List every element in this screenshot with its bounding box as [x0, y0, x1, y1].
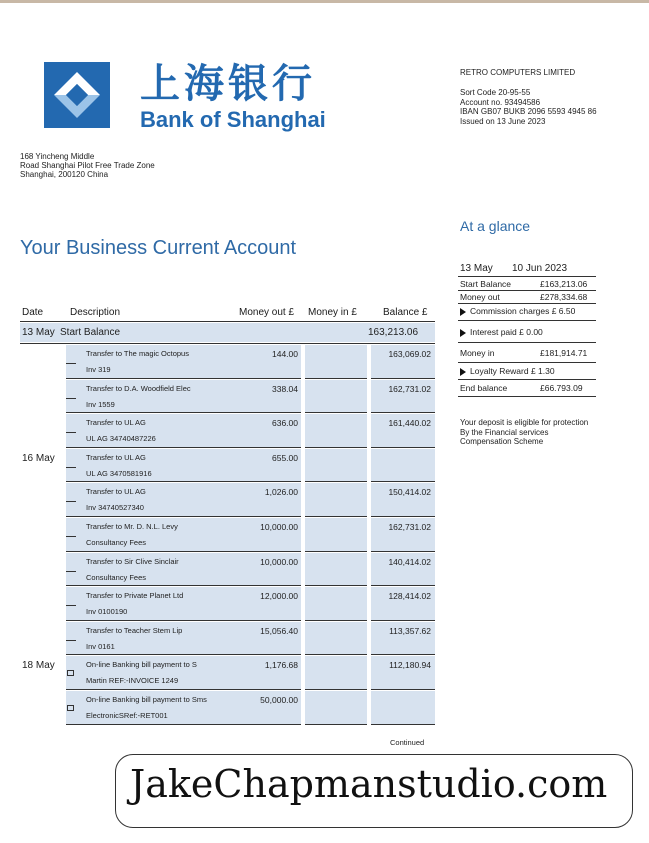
- row-description-line1: Transfer to UL AG: [86, 452, 146, 462]
- glance-rule: [458, 362, 596, 363]
- money-in-value: £181,914.71: [540, 348, 588, 358]
- commission-arrow-icon: [460, 308, 466, 316]
- row-description-line1: Transfer to UL AG: [86, 487, 146, 497]
- row-money-out: 144.00: [272, 349, 298, 359]
- row-money-out: 12,000.00: [260, 591, 298, 602]
- transfer-dash-icon: [66, 536, 76, 537]
- glance-rule: [458, 276, 596, 277]
- protection-line: By the Financial services: [460, 427, 549, 437]
- end-balance-label: End balance: [460, 383, 508, 393]
- row-band-balance: [371, 449, 435, 482]
- protection-line: Your deposit is eligible for protection: [460, 418, 589, 427]
- row-rule: [371, 412, 435, 413]
- header-description: Description: [70, 307, 121, 318]
- row-rule: [305, 551, 367, 552]
- row-balance: 162,731.02: [388, 522, 431, 532]
- transfer-dash-icon: [66, 501, 76, 502]
- row-money-out: 10,000.00: [260, 556, 298, 567]
- row-rule: [371, 689, 435, 690]
- row-rule: [371, 654, 435, 655]
- transfer-dash-icon: [66, 398, 76, 399]
- loyalty-reward: Loyalty Reward £ 1.30: [470, 366, 555, 376]
- bank-name-chinese: 上海银行: [140, 61, 316, 107]
- row-balance: 150,414.02: [388, 487, 431, 498]
- row-date: 18 May: [22, 660, 55, 672]
- row-band-money-in: [305, 449, 367, 482]
- end-balance-value: £66.793.09: [540, 383, 583, 393]
- row-rule: [66, 378, 301, 379]
- row-description-line1: Transfer to UL AG: [86, 418, 146, 428]
- glance-rule: [458, 379, 596, 380]
- row-band-money-in: [305, 691, 367, 724]
- row-money-out: 1,026.00: [264, 487, 298, 498]
- period-end: 10 Jun 2023: [512, 263, 568, 274]
- row-rule: [371, 724, 435, 725]
- row-description-line1: Transfer to Teacher Stem Lip: [86, 625, 183, 635]
- row-rule: [305, 724, 367, 725]
- glance-rule: [458, 320, 596, 321]
- transfer-dash-icon: [66, 640, 76, 641]
- payment-icon: [67, 670, 74, 676]
- protection-line: Compensation Scheme: [460, 437, 544, 446]
- period-start: 13 May: [460, 263, 493, 274]
- header-money-in: Money in £: [308, 307, 357, 318]
- transfer-dash-icon: [66, 467, 76, 468]
- start-balance-value: £163,213.06: [540, 279, 588, 289]
- row-rule: [66, 551, 301, 552]
- watermark: JakeChapmanstudio.com: [130, 762, 608, 806]
- bank-address: [20, 152, 155, 179]
- row-money-out: 15,056.40: [260, 625, 298, 636]
- row-description-line1: On-line Banking bill payment to Sms: [86, 695, 207, 704]
- protection-note: [460, 418, 588, 447]
- company-name: RETRO COMPUTERS LIMITED: [460, 68, 576, 77]
- row-rule: [66, 724, 301, 725]
- account-details: [460, 88, 597, 126]
- money-out-value: £278,334.68: [540, 292, 588, 302]
- row-rule: [20, 343, 435, 344]
- sort-code: Sort Code 20-95-55: [460, 88, 531, 97]
- glance-rule: [458, 303, 596, 304]
- address-line: 168 Yincheng Middle: [20, 152, 95, 161]
- row-description-line1: Transfer to Private Planet Ltd: [86, 591, 184, 601]
- row-rule: [305, 516, 367, 517]
- row-rule: [305, 481, 367, 482]
- header-balance: Balance £: [383, 307, 428, 318]
- row-rule: [66, 481, 301, 482]
- header-money-out: Money out £: [239, 307, 295, 318]
- row-balance: 140,414.02: [388, 556, 431, 567]
- row-rule: [66, 412, 301, 413]
- row-rule: [66, 447, 301, 448]
- row-money-out: 636.00: [272, 418, 298, 429]
- statement-title: Your Business Current Account: [20, 237, 297, 259]
- bank-logo-icon: [44, 62, 110, 128]
- transfer-dash-icon: [66, 432, 76, 433]
- row-money-out: 1,176.68: [264, 660, 298, 671]
- continued-label: Continued: [390, 738, 425, 747]
- glance-rule: [458, 290, 596, 291]
- header-rule: [20, 321, 435, 322]
- row-description-line2: UL AG 3470581916: [86, 468, 152, 478]
- row-rule: [371, 620, 435, 621]
- top-border: [0, 0, 649, 3]
- row-money-out: 655.00: [272, 452, 298, 463]
- row-rule: [371, 585, 435, 586]
- row-rule: [371, 516, 435, 517]
- loyalty-arrow-icon: [460, 368, 466, 376]
- interest-paid: Interest paid £ 0.00: [470, 327, 543, 337]
- start-balance-label: Start Balance: [460, 279, 512, 289]
- issue-date: Issued on 13 June 2023: [460, 116, 546, 126]
- row-rule: [66, 516, 301, 517]
- row-rule: [66, 620, 301, 621]
- row-balance: 113,357.62: [389, 625, 431, 636]
- glance-rule: [458, 342, 596, 343]
- row-balance: 112,180.94: [389, 660, 431, 671]
- row-description-line2: Consultancy Fees: [86, 538, 147, 547]
- row-date: 16 May: [22, 452, 55, 464]
- row-rule: [305, 620, 367, 621]
- transfer-dash-icon: [66, 571, 76, 572]
- row-description-line2: Consultancy Fees: [86, 572, 147, 582]
- row-rule: [305, 654, 367, 655]
- row-rule: [66, 689, 301, 690]
- glance-rule: [458, 396, 596, 397]
- payment-icon: [67, 705, 74, 711]
- row-description-line2: Inv 0100190: [86, 607, 128, 617]
- row-money-out: 50,000.00: [260, 695, 298, 705]
- bank-name-english: Bank of Shanghai: [140, 107, 326, 132]
- row-rule: [66, 585, 301, 586]
- money-out-label: Money out: [460, 292, 500, 302]
- row-description-line2: Inv 0161: [86, 641, 115, 651]
- transfer-dash-icon: [66, 605, 76, 606]
- interest-arrow-icon: [460, 329, 466, 337]
- row-description-line1: Transfer to The magic Octopus: [86, 349, 189, 358]
- row-balance: 128,414.02: [388, 591, 431, 602]
- row-rule: [305, 585, 367, 586]
- row-band-balance: [371, 691, 435, 724]
- row-description-line2: ElectronicSRef:-RET001: [86, 711, 168, 720]
- row-description-line2: UL AG 34740487226: [86, 434, 156, 444]
- header-date: Date: [22, 307, 44, 318]
- row-description-line2: Inv 34740527340: [86, 503, 144, 513]
- row-description-line2: Martin REF:-INVOICE 1249: [86, 676, 179, 686]
- row-description-line1: On-line Banking bill payment to S: [86, 660, 197, 670]
- account-number: Account no. 93494586: [460, 97, 541, 107]
- row-rule: [305, 689, 367, 690]
- start-balance: 163,213.06: [368, 327, 419, 338]
- row-rule: [66, 654, 301, 655]
- row-balance: 162,731.02: [388, 383, 431, 394]
- row-rule: [371, 378, 435, 379]
- row-rule: [305, 447, 367, 448]
- row-description-line1: Transfer to Sir Clive Sinclair: [86, 556, 179, 566]
- row-description-line1: Transfer to Mr. D. N.L. Levy: [86, 522, 178, 531]
- row-money-out: 338.04: [272, 383, 298, 394]
- address-line: Shanghai, 200120 China: [20, 170, 109, 179]
- row-description-line2: Inv 1559: [86, 399, 115, 409]
- row-rule: [305, 412, 367, 413]
- start-label: Start Balance: [60, 327, 121, 338]
- address-line: Road Shanghai Pilot Free Trade Zone: [20, 161, 155, 170]
- start-date: 13 May: [22, 327, 55, 338]
- row-rule: [305, 378, 367, 379]
- row-description-line2: Inv 319: [86, 365, 111, 374]
- row-money-out: 10,000.00: [260, 522, 298, 532]
- row-balance: 161,440.02: [388, 418, 431, 429]
- commission-charges: Commission charges £ 6.50: [470, 306, 576, 316]
- iban: IBAN GB07 BUKB 2096 5593 4945 86: [460, 107, 597, 117]
- row-rule: [371, 481, 435, 482]
- money-in-label: Money in: [460, 348, 495, 358]
- row-balance: 163,069.02: [388, 349, 431, 359]
- row-description-line1: Transfer to D.A. Woodfield Elec: [86, 383, 191, 393]
- row-rule: [371, 447, 435, 448]
- row-rule: [371, 551, 435, 552]
- transfer-dash-icon: [66, 363, 76, 364]
- glance-title: At a glance: [460, 218, 531, 234]
